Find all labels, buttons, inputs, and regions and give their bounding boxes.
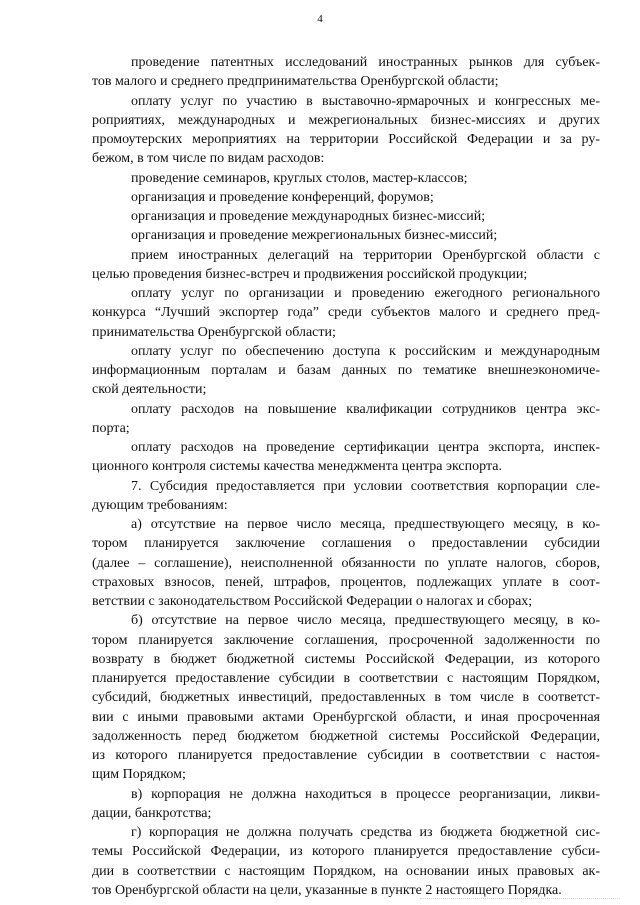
text-line: оплату услуг по участию в выставочно-ярмарочных и конгрессных ме-	[131, 93, 600, 109]
text-line: проведение семинаров, круглых столов, мастер-классов;	[131, 170, 468, 186]
text-line: страховых взносов, пеней, штрафов, процентов, подлежащих уплате в соот-	[92, 574, 600, 590]
text-line: из которого планируется предоставление субсидии в соответствии с настоя-	[92, 748, 600, 763]
text-line: тов Оренбургской области на цели, указанные в пункте 2 настоящего Порядка.	[92, 882, 562, 898]
text-line: ционного контроля системы качества менеджмента центра экспорта.	[92, 459, 502, 475]
text-line: организация и проведение конференций, форумов;	[131, 189, 434, 205]
text-line: оплату услуг по организации и проведению ежегодного регионального	[131, 286, 600, 301]
text-line: дующим требованиям:	[92, 497, 228, 513]
text-line: организация и проведение межрегиональных бизнес-миссий;	[131, 228, 498, 244]
text-line: целью проведения бизнес-встреч и продвижения российской продукции;	[92, 266, 528, 282]
text-line: ской деятельности;	[92, 382, 207, 398]
text-line: принимательства Оренбургской области;	[92, 324, 336, 340]
text-line: роприятиях, международных и межрегиональных бизнес-миссиях и других	[92, 112, 600, 128]
text-line: задолженность перед бюджетом бюджетной системы Российской Федерации,	[92, 728, 600, 744]
text-line: вии с иными правовыми актами Оренбургской области, и иная просроченная	[92, 709, 600, 725]
text-line: (далее – соглашение), неисполненной обязанности по уплате налогов, сборов,	[92, 555, 600, 571]
text-line: оплату расходов на проведение сертификации центра экспорта, инспек-	[131, 440, 600, 455]
text-line: б) отсутствие на первое число месяца, предшествующего месяцу, в ко-	[131, 613, 600, 629]
text-line: 7. Субсидия предоставляется при условии соответствия корпорации сле-	[131, 478, 600, 494]
text-line: дии в соответствии с настоящим Порядком, на основании иных правовых ак-	[92, 863, 600, 879]
text-line: дации, банкротства;	[92, 805, 212, 821]
text-line: планируется предоставление субсидии в соответствии с настоящим Порядком,	[92, 671, 600, 686]
text-line: а) отсутствие на первое число месяца, предшествующего месяцу, в ко-	[131, 517, 600, 532]
text-line: проведение патентных исследований иностранных рынков для субъек-	[131, 55, 600, 70]
text-line: темы Российской Федерации, из которого планируется предоставление субси-	[92, 844, 600, 860]
text-line: оплату расходов на повышение квалификации сотрудников центра экс-	[131, 401, 600, 417]
text-line: возврату в бюджет бюджетной системы Российской Федерации, из которого	[92, 651, 600, 667]
text-line: тором планируется заключение соглашения о предоставлении субсидии	[92, 536, 600, 552]
text-line: ветствии с законодательством Российской Федерации о налогах и сборах;	[92, 594, 533, 609]
text-line: щим Порядком;	[92, 767, 186, 783]
text-line: информационным порталам и базам данных по тематике внешнеэкономиче-	[92, 363, 600, 378]
text-line: конкурса “Лучший экспортер года” среди субъектов малого и среднего пред-	[92, 305, 600, 321]
scan-edge-artifact	[420, 898, 620, 905]
text-line: тором планируется заключение соглашения, просроченной задолженности по	[92, 632, 600, 648]
page-number: 4	[317, 13, 323, 25]
text-line: бежом, в том числе по видам расходов:	[92, 151, 325, 167]
text-line: г) корпорация не должна получать средства из бюджета бюджетной сис-	[131, 825, 600, 840]
text-line: субсидий, бюджетных инвестиций, предоставленных в том числе в соответст-	[92, 690, 600, 706]
text-line: промоутерских мероприятиях на территории Российской Федерации и за ру-	[92, 132, 600, 147]
text-line: в) корпорация не должна находиться в процессе реорганизации, ликви-	[131, 786, 600, 802]
text-line: оплату услуг по обеспечению доступа к российским и международным	[131, 343, 600, 359]
text-line: организация и проведение международных бизнес-миссий;	[131, 209, 486, 224]
document-body	[92, 53, 600, 900]
text-line: порта;	[92, 420, 130, 436]
text-line: прием иностранных делегаций на территории Оренбургской области с	[131, 247, 600, 263]
text-line: тов малого и среднего предпринимательства Оренбургской области;	[92, 74, 499, 90]
